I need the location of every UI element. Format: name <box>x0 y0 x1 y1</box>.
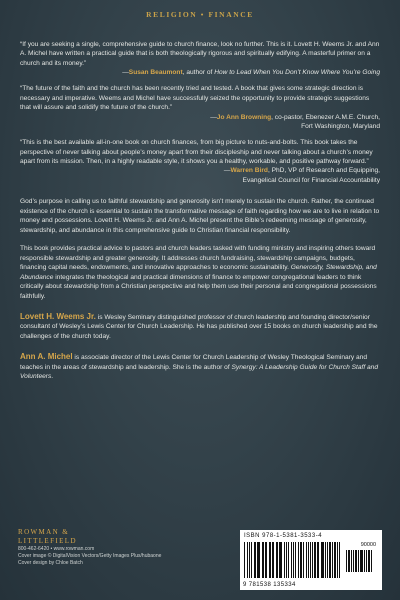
barcode-stripe <box>272 542 273 578</box>
book-title-inline: Generosity, Stewardship, and Abundance <box>20 264 377 281</box>
endorsement-1-attribution: —Susan Beaumont, author of How to Lead When You Don’t Know Where You’re Going <box>122 69 380 77</box>
barcode-stripe <box>300 542 302 578</box>
barcode-stripe <box>371 550 372 572</box>
barcode-stripe <box>317 542 319 578</box>
cover-image-credit: Cover image © DigitalVision Vectors/Getty Images Plus/hubaone <box>18 552 162 559</box>
back-cover-text <box>20 40 380 392</box>
endorser-name: Susan Beaumont <box>128 69 183 77</box>
barcode-stripe <box>310 542 311 578</box>
publisher-logo-line-1: ROWMAN & <box>18 528 70 536</box>
barcode-stripe <box>254 542 256 578</box>
category-label: RELIGION • FINANCE <box>146 10 254 19</box>
barcode-stripe <box>279 542 280 578</box>
barcode-stripe <box>346 550 347 572</box>
barcode-stripe <box>288 542 289 578</box>
price-code: 90000 <box>360 542 376 548</box>
barcode-stripe <box>244 542 245 578</box>
barcode-stripe <box>325 542 326 578</box>
barcode-stripe <box>273 542 274 578</box>
barcode-stripe <box>262 542 263 578</box>
barcode-stripe <box>353 550 354 572</box>
endorsement-2-text: “The future of the faith and the church has been recently tried and tested. A book that gives some strategic direction is necessary and imperative. Weems and Michel have successfully seized the opportunity to provide strategic suggestions that will assure and solidify the future of the church.” <box>20 85 370 112</box>
barcode-bars <box>244 542 342 578</box>
barcode-stripe <box>314 542 315 578</box>
endorsement-3-text: “This is the best available all-in-one book on church finances, from big picture to nuts-and-bolts. This book takes the perspective of never talking about people’s money apart from their discipleship and never talking about a church’s money apart from its mission. Then, in a highly readable style, it shows you a healthy, workable, and positive pathway forward.” <box>20 139 373 165</box>
endorser-name: Jo Ann Browning <box>216 113 272 121</box>
barcode-stripe <box>321 542 322 578</box>
endorser-location: Fort Washington, Maryland <box>301 122 380 130</box>
barcode-stripe <box>258 542 259 578</box>
barcode-stripe <box>257 542 258 578</box>
barcode-stripe <box>368 550 370 572</box>
barcode-stripe <box>339 542 340 578</box>
barcode-stripe <box>351 550 352 572</box>
barcode-stripe <box>337 542 338 578</box>
author-bio-1: Lovett H. Weems Jr. is Wesley Seminary distinguished professor of church leadership and founding director/senior consultant of Wesley’s Lewis Center for Church Leadership. He has published over 15 books on church leadership and the challenges of the church today. <box>20 311 378 340</box>
description-paragraph-2: This book provides practical advice to pastors and church leaders tasked with funding ministry and inspiring others toward responsible stewardship and greater generosity. It addresses church fundraising, stewardship campaigns, budgets, financing capital needs, endowments, and innovative approaches to economic sustainability. Generosity, Stewardship, and Abundance integrates the theological and practical dimensions of finance to empower congregational leaders to think critically about stewardship from a Christian perspective and help them use their personal and congregational possessions faithfully. <box>20 245 377 300</box>
publisher-contact: 800-462-6420 • www.rowman.com <box>18 546 95 553</box>
endorsement-1 <box>20 40 380 77</box>
barcode-stripe <box>327 542 328 578</box>
description-paragraph-1: God’s purpose in calling us to faithful stewardship and generosity isn’t merely to sustain the church. Rather, the continued existence of the church is essential to sustain the transformative message of faith regarding how we are to live in relation to money and possessions. Lovett H. Weems Jr. and Ann A. Michel present the Bible’s redeeming message of generosity, stewardship, and abundance in this comprehensive guide to Christian financial responsibility. <box>20 198 380 234</box>
barcode-stripe <box>286 542 287 578</box>
publisher-block <box>18 528 218 566</box>
barcode-stripe <box>364 550 365 572</box>
barcode-stripe <box>348 550 350 572</box>
isbn-barcode <box>240 530 382 590</box>
endorser-book-title: How to Lead When You Don’t Know Where You’re Going <box>214 69 380 77</box>
author-bio-2: Ann A. Michel is associate director of the Lewis Center for Church Leadership of Wesley Theological Seminary and teaches in the areas of stewardship and leadership. She is the author of Synergy: A Leadership Guide for Church Staff and Volunteers. <box>20 352 378 381</box>
barcode-stripe <box>280 542 282 578</box>
barcode-stripe <box>249 542 250 578</box>
author-name: Ann A. Michel <box>20 352 73 362</box>
author-book-title: Synergy: A Leadership Guide for Church Staff and Volunteers <box>20 363 378 381</box>
barcode-stripe <box>366 550 367 572</box>
barcode-stripe <box>251 542 252 578</box>
barcode-stripe <box>265 542 266 578</box>
barcode-stripe <box>358 550 359 572</box>
barcode-stripe <box>308 542 309 578</box>
barcode-stripe <box>312 542 313 578</box>
endorsement-2-attribution: —Jo Ann Browning, co-pastor, Ebenezer A.M.E. Church, Fort Washington, Maryland <box>20 113 380 132</box>
barcode-stripe <box>291 542 292 578</box>
endorsement-1-text: “If you are seeking a single, comprehensive guide to church finance, look no further. This is it. Lovett H. Weems Jr. and Ann A. Michel have written a practical guide that is both theologically rigorous and spiritually edifying. A masterful primer on a church and its money.” <box>20 41 380 67</box>
barcode-stripe <box>355 550 357 572</box>
ean-number: 9 781538 135334 <box>243 582 296 588</box>
price-barcode-bars <box>346 550 378 572</box>
barcode-stripe <box>269 542 271 578</box>
barcode-stripe <box>276 542 277 578</box>
endorsement-3-attribution: —Warren Bird, PhD, VP of Research and Equipping, Evangelical Council for Financial Accountability <box>20 166 380 185</box>
barcode-stripe <box>329 542 330 578</box>
barcode-stripe <box>322 542 323 578</box>
author-name: Lovett H. Weems Jr. <box>20 311 96 321</box>
barcode-stripe <box>298 542 299 578</box>
cover-design-credit: Cover design by Chloe Batch <box>18 559 83 566</box>
barcode-stripe <box>293 542 294 578</box>
barcode-stripe <box>334 542 336 578</box>
barcode-stripe <box>332 542 333 578</box>
barcode-stripe <box>303 542 304 578</box>
isbn-text: ISBN 978-1-5381-3533-4 <box>244 533 323 539</box>
barcode-stripe <box>284 542 285 578</box>
endorser-name: Warren Bird <box>230 167 268 175</box>
endorsement-2 <box>20 84 380 131</box>
barcode-stripe <box>247 542 248 578</box>
barcode-stripe <box>306 542 307 578</box>
publisher-logo-line-2: LITTLEFIELD <box>18 537 77 546</box>
barcode-stripe <box>263 542 264 578</box>
endorsement-3 <box>20 138 380 185</box>
barcode-stripe <box>295 542 296 578</box>
endorser-organization: Evangelical Council for Financial Accountability <box>242 176 380 184</box>
barcode-stripe <box>360 550 363 572</box>
